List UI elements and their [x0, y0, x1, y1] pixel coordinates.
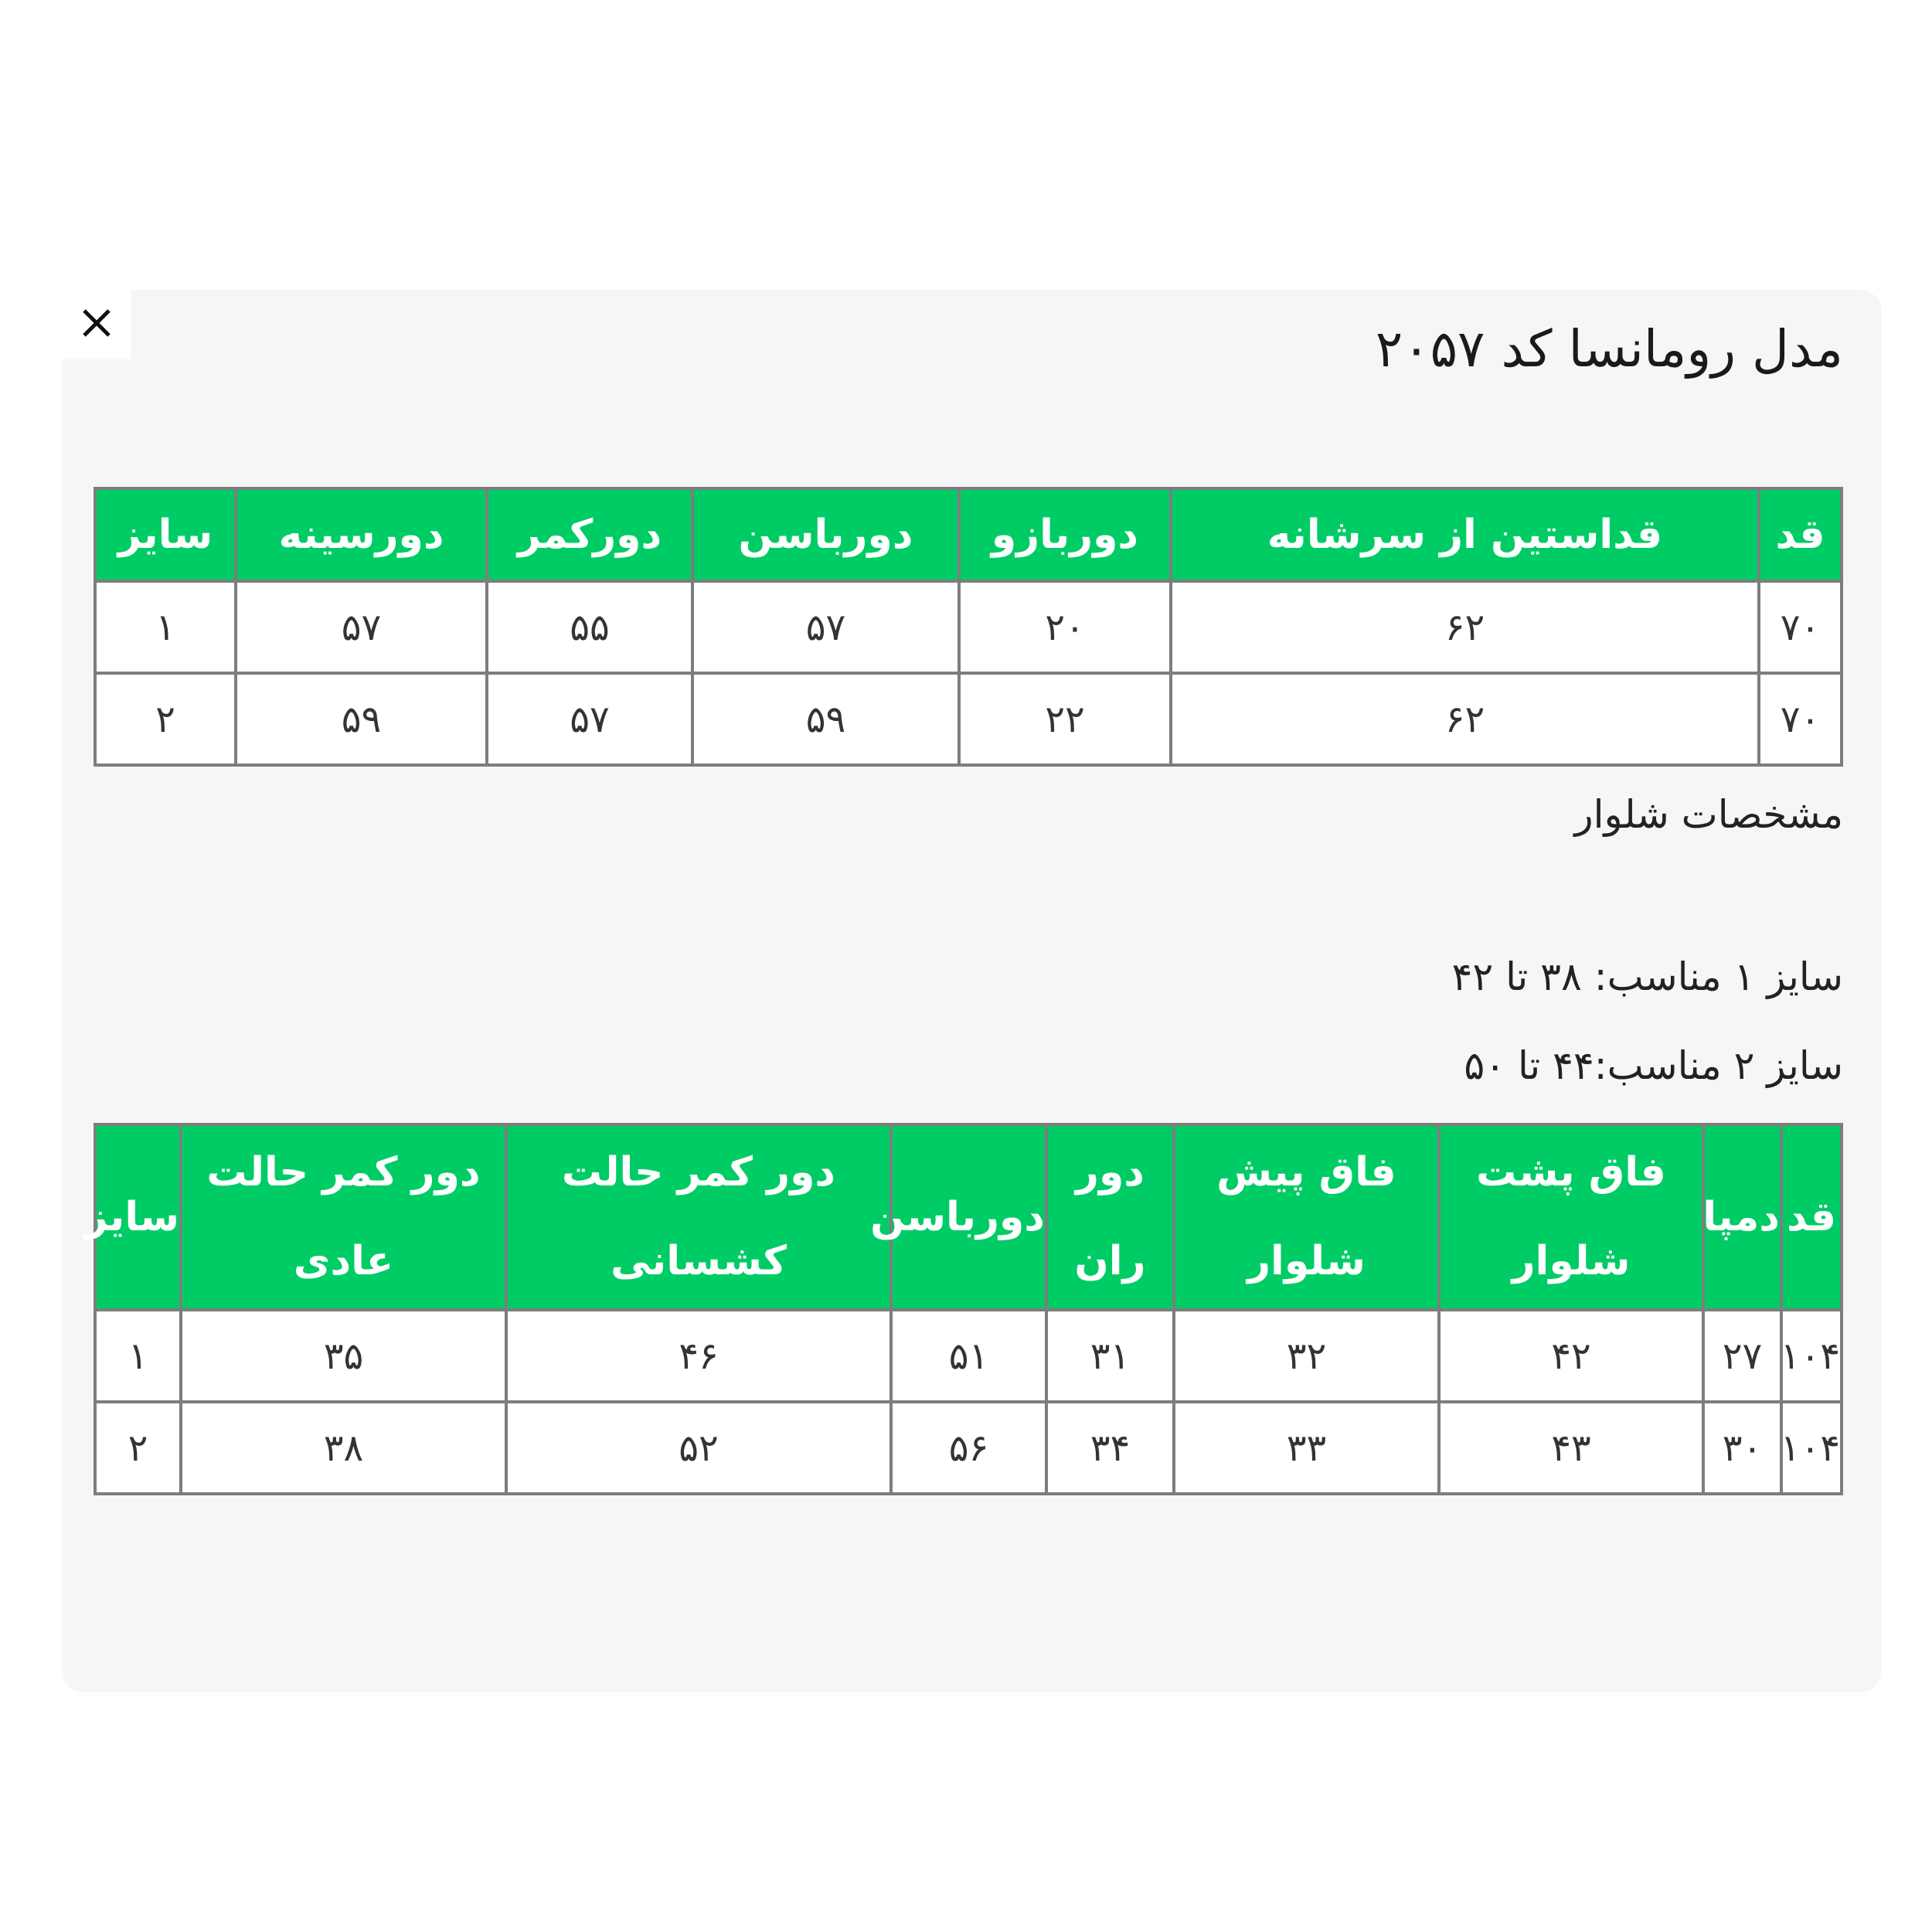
- table-cell: ۱۰۴: [1781, 1310, 1842, 1402]
- table-row: [95, 1402, 1842, 1494]
- close-button[interactable]: [62, 286, 131, 359]
- header-sleeve-length: قداستین از سرشانه: [1171, 488, 1759, 581]
- table-row: [95, 1310, 1842, 1402]
- table-cell: ۶۲: [1171, 581, 1759, 673]
- table-cell: ۴۳: [1439, 1402, 1703, 1494]
- table-cell: ۳۱: [1046, 1310, 1174, 1402]
- size2-note: سایز ۲ مناسب:۴۴ تا ۵۰: [1464, 1043, 1843, 1088]
- table-cell: ۵۶: [891, 1402, 1046, 1494]
- size1-note: سایز ۱ مناسب: ۳۸ تا ۴۲: [1451, 954, 1843, 999]
- page-title: مدل رومانسا کد ۲۰۵۷: [1375, 319, 1843, 379]
- table-cell: ۲۷: [1703, 1310, 1781, 1402]
- header-thigh: دور ران: [1046, 1124, 1174, 1310]
- pants-size-table: [84, 1123, 1843, 1495]
- table-cell: ۵۵: [487, 581, 692, 673]
- table-cell: ۵۷: [692, 581, 959, 673]
- header-height: قد: [1759, 488, 1842, 581]
- table-cell: ۳۴: [1046, 1402, 1174, 1494]
- table-cell: ۲: [95, 673, 236, 765]
- table-cell: ۷۰: [1759, 673, 1842, 765]
- header-arm: دوربازو: [959, 488, 1171, 581]
- header-waist: دورکمر: [487, 488, 692, 581]
- table-cell: ۷۰: [1759, 581, 1842, 673]
- header-front-rise: فاق پیش شلوار: [1174, 1124, 1439, 1310]
- table-cell: ۲۰: [959, 581, 1171, 673]
- header-hip: دورباسن: [891, 1124, 1046, 1310]
- table-cell: ۵۹: [692, 673, 959, 765]
- header-size: سایز: [95, 1124, 181, 1310]
- header-hem: دمپا: [1703, 1124, 1781, 1310]
- header-size: سایز: [95, 488, 236, 581]
- table-cell: ۳۵: [181, 1310, 506, 1402]
- header-back-rise: فاق پشت شلوار: [1439, 1124, 1703, 1310]
- table-cell: ۳۸: [181, 1402, 506, 1494]
- table-cell: ۱: [95, 581, 236, 673]
- table-cell: ۳۳: [1174, 1402, 1439, 1494]
- table-cell: ۵۷: [236, 581, 487, 673]
- top-size-table: [94, 487, 1843, 767]
- table-header-row: [95, 1124, 1842, 1310]
- table-row: [95, 581, 1842, 673]
- table-cell: ۱: [95, 1310, 181, 1402]
- header-waist-stretched: دور کمر حالت کشسانی: [506, 1124, 891, 1310]
- close-icon[interactable]: [80, 306, 114, 340]
- table-cell: ۴۲: [1439, 1310, 1703, 1402]
- table-header-row: [95, 488, 1842, 581]
- table-cell: ۲۲: [959, 673, 1171, 765]
- table-cell: ۵۲: [506, 1402, 891, 1494]
- table-cell: ۴۶: [506, 1310, 891, 1402]
- header-waist-normal: دور کمر حالت عادی: [181, 1124, 506, 1310]
- table-cell: ۶۲: [1171, 673, 1759, 765]
- table-cell: ۱۰۴: [1781, 1402, 1842, 1494]
- pants-specs-heading: مشخصات شلوار: [1574, 792, 1843, 837]
- header-chest: دورسینه: [236, 488, 487, 581]
- table-row: [95, 673, 1842, 765]
- table-cell: ۵۷: [487, 673, 692, 765]
- table-cell: ۳۲: [1174, 1310, 1439, 1402]
- header-hip: دورباسن: [692, 488, 959, 581]
- table-cell: ۲: [95, 1402, 181, 1494]
- table-cell: ۵۱: [891, 1310, 1046, 1402]
- header-length: قد: [1781, 1124, 1842, 1310]
- table-cell: ۵۹: [236, 673, 487, 765]
- table-cell: ۳۰: [1703, 1402, 1781, 1494]
